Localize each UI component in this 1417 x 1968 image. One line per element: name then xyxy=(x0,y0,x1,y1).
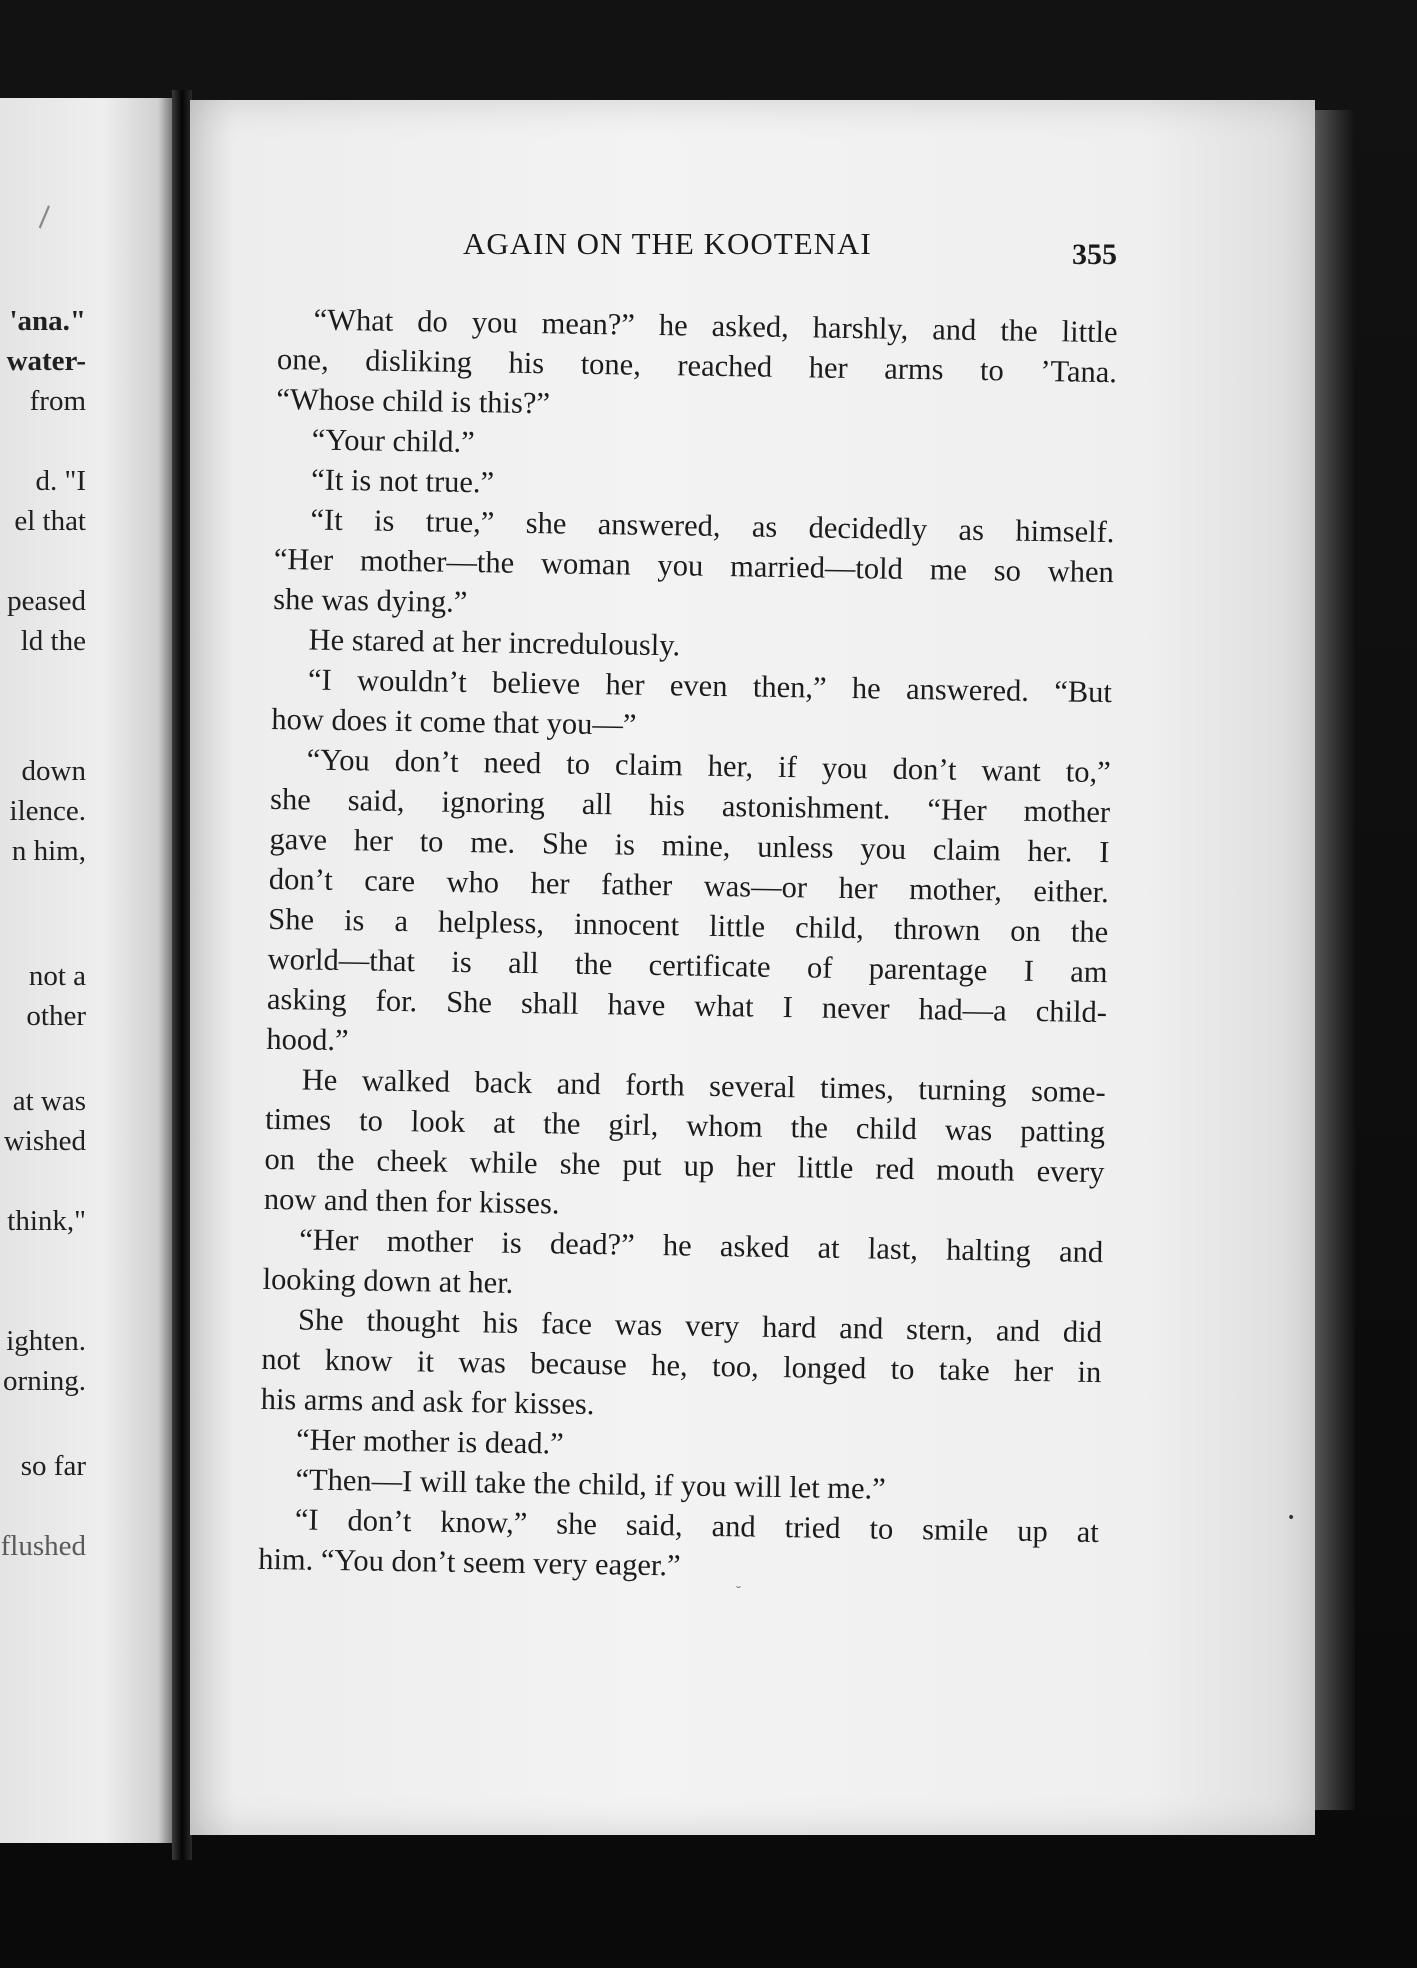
left-line: ilence. xyxy=(9,795,86,827)
page-body xyxy=(257,300,1118,1673)
text-line: she said, ignoring all his astonishment. “Her mother xyxy=(269,781,1111,830)
text-line: “Her mother—the woman you married—told me so when xyxy=(273,541,1115,590)
left-line: think," xyxy=(7,1205,86,1237)
text-line: “It is not true.” xyxy=(310,462,495,500)
text-line: one, disliking his tone, reached her arms to ’Tana. xyxy=(276,341,1118,390)
left-line: so far xyxy=(20,1450,86,1482)
left-line: n him, xyxy=(11,835,86,867)
left-page-fragment xyxy=(0,98,172,1843)
text-line: “Her mother is dead?” he asked at last, halting and xyxy=(298,1222,1104,1270)
text-line: She thought his face was very hard and stern, and did xyxy=(297,1302,1103,1350)
text-line: she was dying.” xyxy=(273,581,468,620)
left-line: water- xyxy=(6,345,86,377)
left-line: from xyxy=(29,385,86,417)
text-line: now and then for kisses. xyxy=(263,1181,560,1221)
text-line: world—that is all the certificate of parentage I am xyxy=(267,941,1108,990)
left-line: d. "I xyxy=(35,465,86,497)
left-line: other xyxy=(26,1000,86,1032)
text-line: him. “You don’t seem very eager.” xyxy=(257,1541,681,1583)
left-line: 'ana." xyxy=(9,305,86,337)
text-line: “Her mother is dead.” xyxy=(295,1422,564,1461)
text-line: He walked back and forth several times, turning some- xyxy=(301,1062,1106,1110)
text-line: looking down at her. xyxy=(262,1261,514,1300)
text-line: gave her to me. She is mine, unless you claim her. I xyxy=(269,821,1110,870)
text-line: times to look at the girl, whom the child was patting xyxy=(264,1101,1106,1150)
text-line: “Then—I will take the child, if you will let me.” xyxy=(295,1462,887,1506)
text-line: “What do you mean?” he asked, harshly, and the little xyxy=(313,302,1118,350)
text-line: “It is true,” she answered, as decidedly as himself. xyxy=(310,502,1115,550)
text-line: not know it was because he, too, longed to take her in xyxy=(261,1341,1102,1390)
text-line: She is a helpless, innocent little child, thrown on the xyxy=(268,901,1109,950)
paper-speck: \ xyxy=(30,200,59,233)
text-line: on the cheek while she put up her little red mouth every xyxy=(264,1141,1105,1190)
left-line: orning. xyxy=(3,1365,86,1397)
paper-speck: ˘ xyxy=(735,1585,742,1601)
left-line: ighten. xyxy=(6,1325,86,1357)
left-line: flushed xyxy=(0,1530,86,1562)
text-line: “You don’t need to claim her, if you don’t want to,” xyxy=(306,742,1111,790)
left-line: at was xyxy=(12,1085,86,1117)
left-line: down xyxy=(21,755,86,787)
page-number: 355 xyxy=(1072,238,1117,271)
text-line: He stared at her incredulously. xyxy=(308,622,681,663)
page-edge-shadow xyxy=(1315,110,1355,1810)
left-line: el that xyxy=(14,505,86,537)
text-line: asking for. She shall have what I never had—a child- xyxy=(266,981,1108,1030)
text-line: “I wouldn’t believe her even then,” he answered. “But xyxy=(307,662,1113,710)
paper-speck: • xyxy=(1287,1510,1296,1526)
left-line: peased xyxy=(7,585,86,617)
text-line: “I don’t know,” she said, and tried to smile up at xyxy=(294,1502,1100,1550)
text-line: “Your child.” xyxy=(311,422,476,460)
text-line: his arms and ask for kisses. xyxy=(260,1381,595,1422)
running-title: AGAIN ON THE KOOTENAI xyxy=(463,226,872,261)
left-line: ld the xyxy=(20,625,86,657)
page-gutter xyxy=(172,90,192,1860)
left-line: not a xyxy=(28,960,86,992)
text-line: “Whose child is this?” xyxy=(276,381,551,421)
text-line: don’t care who her father was—or her mother, either. xyxy=(268,861,1110,910)
text-line: hood.” xyxy=(266,1021,349,1058)
text-line: how does it come that you—” xyxy=(271,701,637,742)
left-line: wished xyxy=(3,1125,86,1157)
